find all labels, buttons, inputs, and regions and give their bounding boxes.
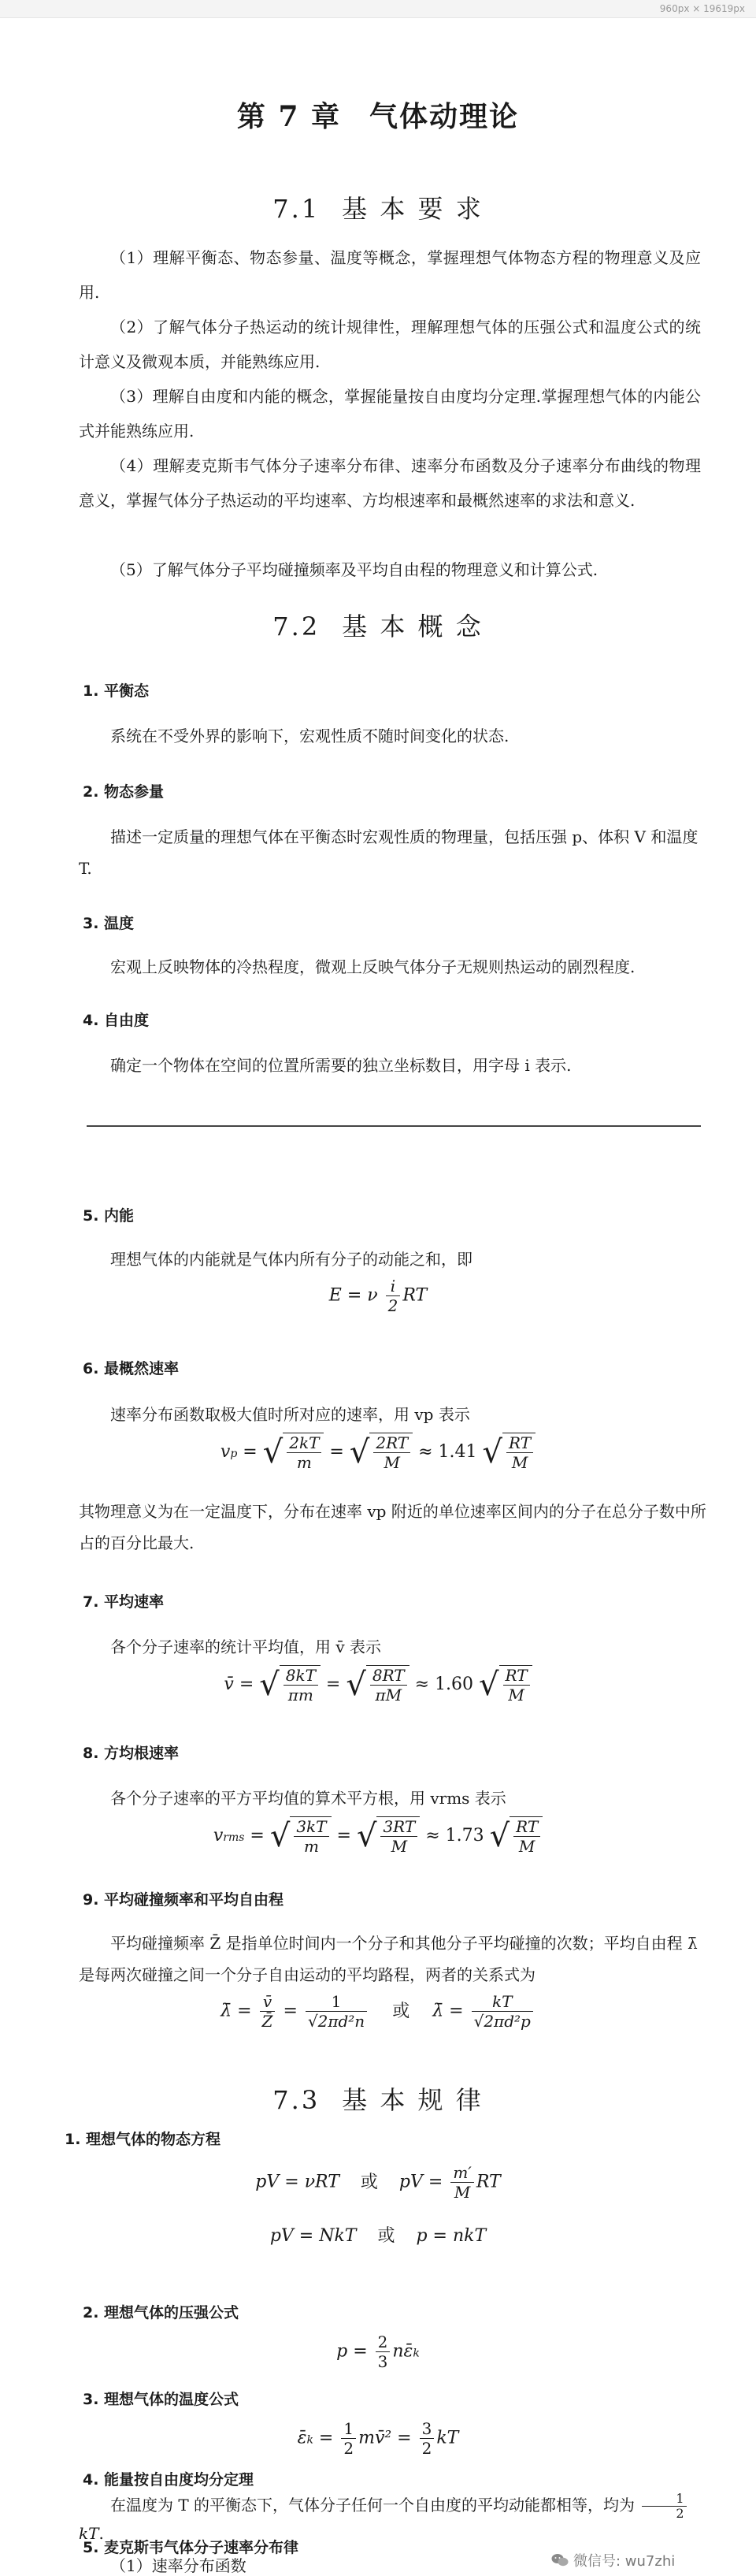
viewer-toolbar: [0, 0, 756, 18]
concept-text-9: 平均碰撞频率 Z̄ 是指单位时间内一个分子和其他分子平均碰撞的次数；平均自由程 λ̄ 是每两次碰撞之间一个分子自由运动的平均路程，两者的关系式为: [79, 1934, 698, 1984]
image-dimensions-label: 960px × 19619px: [659, 3, 745, 14]
concept-head-5: 5. 内能: [83, 1207, 135, 1225]
concept-head-8: 8. 方均根速率: [83, 1745, 180, 1762]
equation-mean-free-path: λ̄ = $\frac{v̄}{Z̄}$ = $\frac{1}{\text{√2πd²n}}$ 或 λ̄ = $\frac{kT}{\text{√2πd²p}}$: [0, 1992, 756, 2031]
requirement-5: （5）了解气体分子平均碰撞频率及平均自由程的物理意义和计算公式.: [110, 560, 598, 579]
wechat-icon: [551, 2553, 569, 2571]
law-head-5: 5. 麦克斯韦气体分子速率分布律: [83, 2539, 299, 2556]
watermark: [551, 2550, 675, 2571]
concept-text-5: 理想气体的内能就是气体内所有分子的动能之和，即: [110, 1250, 472, 1269]
equation-most-probable-speed: vp = √ $\frac{2kT}{m}$ = √ $\frac{2RT}{M}$ ≈ 1.41 √ $\frac{RT}{M}$: [0, 1433, 756, 1472]
concept-text-2: 描述一定质量的理想气体在平衡态时宏观性质的物理量，包括压强 p、体积 V 和温度 T.: [79, 827, 699, 878]
concept-text-8: 各个分子速率的平方平均值的算术平方根，用 vrms 表示: [110, 1789, 506, 1808]
concept-head-2: 2. 物态参量: [83, 783, 165, 801]
law-head-2: 2. 理想气体的压强公式: [83, 2304, 239, 2321]
section-heading-7-1: 7.1 基 本 要 求: [272, 194, 484, 224]
equation-mean-speed: v̄ = √ $\frac{8kT}{\pi m}$ = √ $\frac{8RT}{\pi M}$ ≈ 1.60 √ $\frac{RT}{M}$: [0, 1665, 756, 1704]
requirement-4: （4）理解麦克斯韦气体分子速率分布律、速率分布函数及分子速率分布曲线的物理意义，掌握气体分子热运动的平均速率、方均根速率和最概然速率的求法和意义.: [79, 456, 701, 510]
concept-text-7: 各个分子速率的统计平均值，用 v̄ 表示: [110, 1637, 382, 1656]
concept-head-7: 7. 平均速率: [83, 1593, 165, 1611]
law-head-1: 1. 理想气体的物态方程: [65, 2131, 221, 2148]
chapter-title: [0, 95, 756, 135]
equation-rms-speed: vrms = √ $\frac{3kT}{m}$ = √ $\frac{3RT}{M}$ ≈ 1.73 √ $\frac{RT}{M}$: [0, 1816, 756, 1856]
law-head-3: 3. 理想气体的温度公式: [83, 2391, 239, 2408]
equation-state-2: pV = NkT 或 p = nkT: [269, 2226, 487, 2246]
watermark-text: 微信号: wu7zhi: [573, 2553, 676, 2570]
chapter-name: 气体动理论: [369, 100, 520, 133]
concept-head-1: 1. 平衡态: [83, 682, 150, 700]
or-word: 或: [392, 2001, 410, 2021]
requirement-1: （1）理解平衡态、物态参量、温度等概念，掌握理想气体物态方程的物理意义及应用.: [79, 248, 701, 302]
page-break-divider: [87, 1125, 701, 1127]
chapter-number: 第 7 章: [236, 100, 342, 133]
equation-temperature: ε̄k = $\frac{1}{2}$ mv̄² = $\frac{3}{2}$ kT: [297, 2419, 459, 2458]
concept-head-6: 6. 最概然速率: [83, 1360, 180, 1377]
concept-text-6b: 其物理意义为在一定温度下，分布在速率 vp 附近的单位速率区间内的分子在总分子数中所占的百分比最大.: [79, 1502, 706, 1552]
concept-head-9: 9. 平均碰撞频率和平均自由程: [83, 1891, 284, 1909]
concept-text-3: 宏观上反映物体的冷热程度，微观上反映气体分子无规则热运动的剧烈程度.: [110, 957, 636, 976]
concept-head-4: 4. 自由度: [83, 1012, 150, 1029]
equation-internal-energy: E = ν $\frac{i}{2}$ RT: [328, 1277, 428, 1315]
concept-text-1: 系统在不受外界的影响下，宏观性质不随时间变化的状态.: [110, 727, 510, 745]
law-sub-5: （1）速率分布函数: [110, 2556, 246, 2575]
requirement-3: （3）理解自由度和内能的概念，掌握能量按自由度均分定理.掌握理想气体的内能公式并能熟练应用.: [79, 387, 701, 440]
section-heading-7-3: 7.3 基 本 规 律: [272, 2085, 484, 2115]
equation-state-1: pV = νRT 或 pV = $\frac{m'}{M}$ RT: [255, 2163, 501, 2202]
law-text-4: 在温度为 T 的平衡态下，气体分子任何一个自由度的平均动能都相等，均为 $\frac{1}{2}$ kT.: [79, 2492, 709, 2546]
concept-head-3: 3. 温度: [83, 915, 135, 932]
section-heading-7-2: 7.2 基 本 概 念: [272, 611, 484, 641]
requirement-2: （2）了解气体分子热运动的统计规律性，理解理想气体的压强公式和温度公式的统计意义及微观本质，并能熟练应用.: [79, 318, 701, 371]
law-head-4: 4. 能量按自由度均分定理: [83, 2471, 254, 2489]
concept-text-4: 确定一个物体在空间的位置所需要的独立坐标数目，用字母 i 表示.: [110, 1056, 572, 1075]
equation-pressure: p = $\frac{2}{3}$ nε̄k: [336, 2333, 420, 2371]
concept-text-6: 速率分布函数取极大值时所对应的速率，用 vp 表示: [110, 1405, 470, 1424]
